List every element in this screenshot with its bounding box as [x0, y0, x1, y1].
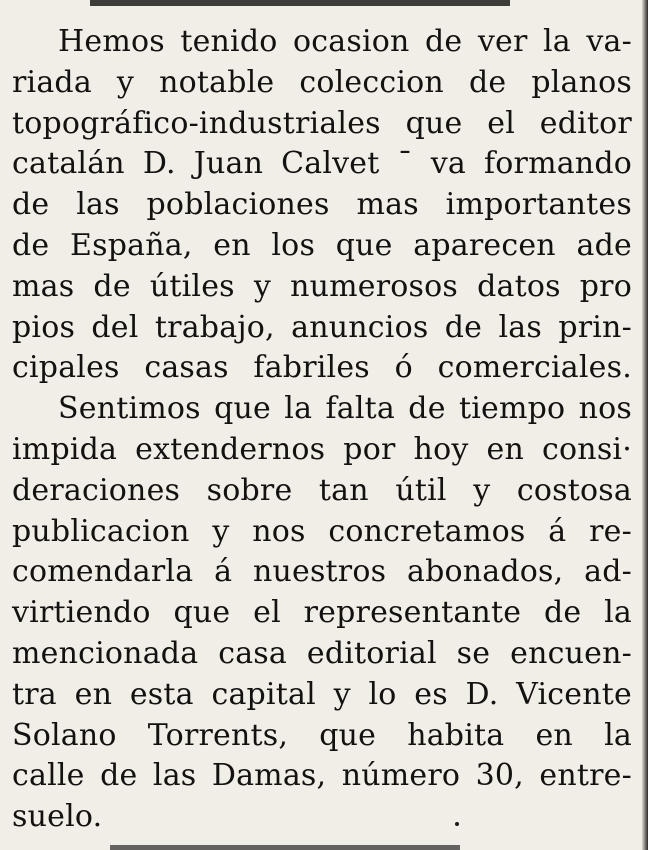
text-line: riada y notable coleccion de planos	[12, 64, 632, 100]
text-line: mencionada casa editorial se encuen-	[12, 635, 632, 671]
text-line: publicacion y nos concretamos á re-	[12, 513, 632, 549]
text-line: topográfico-industriales que el editor	[12, 105, 632, 141]
text-line: cipales casas fabriles ó comerciales.	[12, 350, 632, 386]
text-line: de las poblaciones mas importantes	[12, 187, 632, 223]
text-line: comendarla á nuestros abonados, ad-	[12, 554, 632, 590]
text-line: Solano Torrents, que habita en la	[12, 717, 632, 753]
text-line: Sentimos que la falta de tiempo nos	[58, 391, 632, 427]
text-line: deraciones sobre tan útil y costosa	[12, 472, 632, 508]
scan-border-bottom	[110, 845, 460, 850]
article-column	[12, 22, 632, 838]
scan-border-right	[642, 0, 648, 850]
text-line: virtiendo que el representante de la	[12, 595, 632, 631]
text-line: tra en esta capital y lo es D. Vicente	[12, 676, 632, 712]
text-line: de España, en los que aparecen ade	[12, 227, 632, 263]
text-line: Hemos tenido ocasion de ver la va-	[58, 24, 632, 59]
text-line: impida extendernos por hoy en consi·	[12, 431, 632, 467]
text-line: calle de las Damas, número 30, entre-	[12, 758, 632, 794]
scan-border-top	[90, 0, 510, 6]
text-line: catalán D. Juan Calvet ˉ va formando	[12, 146, 632, 182]
text-line: suelo.	[12, 799, 103, 835]
text-line: pios del trabajo, anuncios de las prin-	[12, 309, 632, 345]
text-line: mas de útiles y numerosos datos pro	[12, 268, 632, 304]
ink-speck	[455, 822, 459, 826]
